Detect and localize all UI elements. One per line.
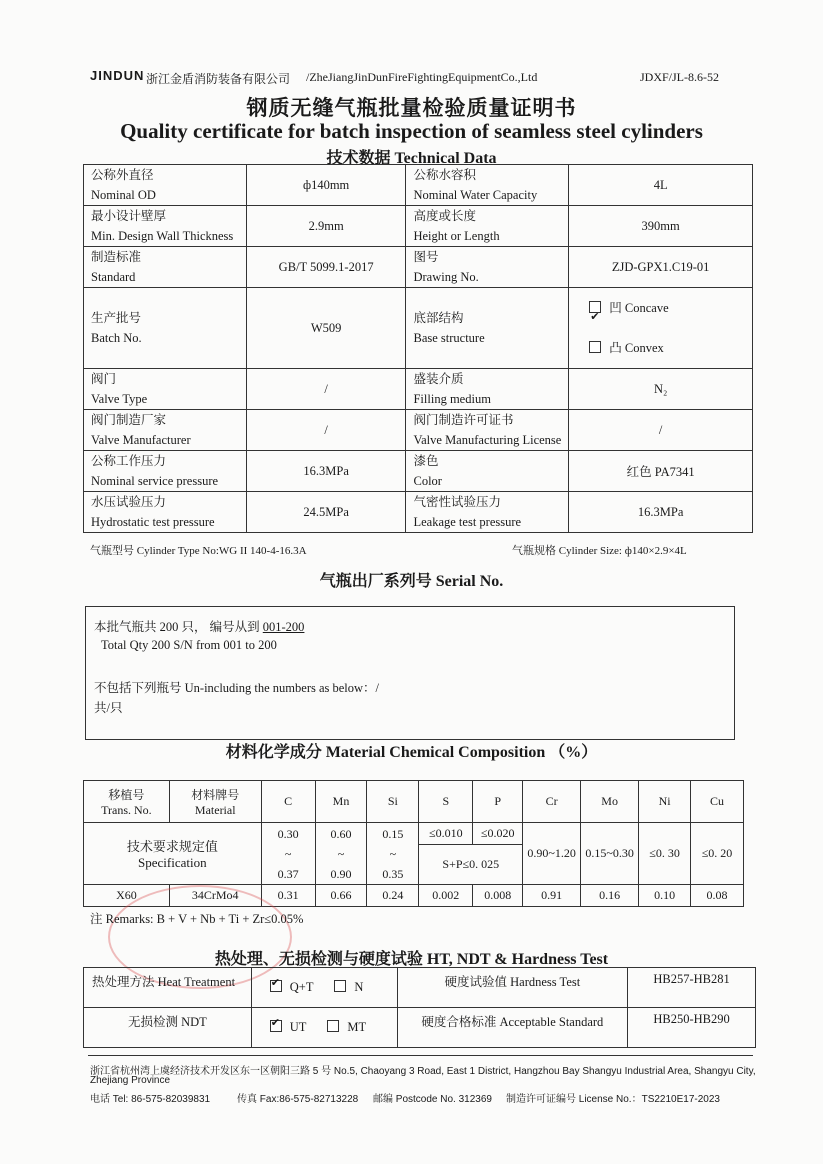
ht-title: 热处理、无损检测与硬度试验 HT, NDT & Hardness Test — [214, 951, 609, 968]
value-water-capacity: 4L — [569, 165, 753, 206]
serial-line-2: Total Qty 200 S/N from 001 to 200 — [101, 638, 277, 652]
checkbox-empty-icon[interactable] — [327, 1020, 339, 1032]
cell-cr: 0.91 — [523, 885, 581, 907]
label-drawing-no: 图号 Drawing No. — [406, 247, 569, 288]
ndt-label: 无损检测 NDT — [84, 1008, 252, 1048]
option-n[interactable]: N — [334, 980, 363, 994]
footer-postcode: 邮编 Postcode No. 312369 — [373, 1094, 492, 1105]
value-valve-manufacturer: / — [246, 410, 406, 451]
acceptable-standard-value: HB250-HB290 — [628, 1008, 756, 1048]
header-material: 材料牌号 Material — [169, 781, 261, 823]
company-name-en: /ZheJiangJinDunFireFightingEquipmentCo.,Ltd — [306, 70, 538, 84]
table-row — [84, 206, 753, 247]
checkbox-empty-icon[interactable] — [589, 341, 601, 353]
option-concave[interactable]: ✔凹 Concave — [589, 288, 752, 328]
value-hydrostatic-pressure: 24.5MPa — [246, 492, 406, 533]
table-row — [84, 968, 756, 1008]
heat-treatment-options — [251, 968, 397, 1008]
value-valve-license: / — [569, 410, 753, 451]
hardness-test-value: HB257-HB281 — [628, 968, 756, 1008]
label-valve-type: 阀门 Valve Type — [84, 369, 247, 410]
cylinder-type: 气瓶型号 Cylinder Type No:WG II 140-4-16.3A — [90, 545, 307, 557]
spec-ni: ≤0. 30 — [639, 823, 691, 885]
serial-box — [85, 606, 735, 740]
spec-cr: 0.90~1.20 — [523, 823, 581, 885]
label-height: 高度或长度 Height or Length — [406, 206, 569, 247]
spec-s: ≤0.010 — [419, 823, 473, 845]
hardness-test-label: 硬度试验值 Hardness Test — [397, 968, 628, 1008]
title-cn: 钢质无缝气瓶批量检验质量证明书 — [246, 96, 577, 120]
table-row — [84, 165, 753, 206]
table-row — [84, 247, 753, 288]
label-nominal-od: 公称外直径 Nominal OD — [84, 165, 247, 206]
header-mn: Mn — [315, 781, 367, 823]
cell-material: 34CrMo4 — [169, 885, 261, 907]
table-row — [84, 1008, 756, 1048]
cell-si: 0.24 — [367, 885, 419, 907]
label-water-capacity: 公称水容积 Nominal Water Capacity — [406, 165, 569, 206]
cell-mo: 0.16 — [581, 885, 639, 907]
label-standard: 制造标准 Standard — [84, 247, 247, 288]
table-row — [84, 410, 753, 451]
header-mo: Mo — [581, 781, 639, 823]
option-mt[interactable]: MT — [327, 1020, 366, 1034]
cell-cu: 0.08 — [691, 885, 744, 907]
remarks: 注 Remarks: B + V + Nb + Ti + Zr≤0.05% — [90, 912, 304, 926]
cell-mn: 0.66 — [315, 885, 367, 907]
checkbox-checked-icon[interactable] — [270, 980, 282, 992]
label-leakage-pressure: 气密性试验压力 Leakage test pressure — [406, 492, 569, 533]
cell-s: 0.002 — [419, 885, 473, 907]
company-name-cn: 浙江金盾消防装备有限公司 — [146, 72, 291, 86]
header-cr: Cr — [523, 781, 581, 823]
label-filling-medium: 盛装介质 Filling medium — [406, 369, 569, 410]
value-wall-thickness: 2.9mm — [246, 206, 406, 247]
company-logo: JINDUN — [90, 68, 145, 83]
spec-c: 0.30 ~ 0.37 — [261, 823, 315, 885]
spec-mo: 0.15~0.30 — [581, 823, 639, 885]
base-structure-options — [569, 288, 753, 369]
checkbox-empty-icon[interactable] — [334, 980, 346, 992]
checkbox-checked-icon[interactable] — [270, 1020, 282, 1032]
chem-title: 材料化学成分 Material Chemical Composition （%） — [225, 744, 598, 761]
tech-data-title: 技术数据 Technical Data — [326, 150, 497, 167]
table-row — [84, 451, 753, 492]
option-qt[interactable]: ✔ Q+T — [270, 980, 314, 994]
serial-title: 气瓶出厂系列号 Serial No. — [319, 573, 504, 590]
cell-ni: 0.10 — [639, 885, 691, 907]
label-wall-thickness: 最小设计壁厚 Min. Design Wall Thickness — [84, 206, 247, 247]
value-service-pressure: 16.3MPa — [246, 451, 406, 492]
table-row — [84, 288, 753, 369]
label-color: 漆色 Color — [406, 451, 569, 492]
header-si: Si — [367, 781, 419, 823]
option-ut[interactable]: ✔ UT — [270, 1020, 306, 1034]
tech-data-table — [83, 164, 753, 533]
spec-s-plus-p: S+P≤0. 025 — [419, 845, 523, 885]
value-leakage-pressure: 16.3MPa — [569, 492, 753, 533]
value-height: 390mm — [569, 206, 753, 247]
spec-cu: ≤0. 20 — [691, 823, 744, 885]
label-service-pressure: 公称工作压力 Nominal service pressure — [84, 451, 247, 492]
serial-line-1: 本批气瓶共 200 只， 编号从到 001-200 — [94, 620, 305, 634]
serial-line-3: 不包括下列瓶号 Un-including the numbers as below：/ — [94, 681, 380, 695]
header-p: P — [473, 781, 523, 823]
spec-p: ≤0.020 — [473, 823, 523, 845]
footer-fax: 传真 Fax:86-575-82713228 — [237, 1094, 359, 1105]
cylinder-size: 气瓶规格 Cylinder Size: ф140×2.9×4L — [512, 545, 687, 557]
header-s: S — [419, 781, 473, 823]
value-standard: GB/T 5099.1-2017 — [246, 247, 406, 288]
serial-line-4: 共/只 — [94, 701, 123, 715]
ht-table — [83, 967, 756, 1048]
label-valve-manufacturer: 阀门制造厂家 Valve Manufacturer — [84, 410, 247, 451]
label-valve-license: 阀门制造许可证书 Valve Manufacturing License — [406, 410, 569, 451]
cell-p: 0.008 — [473, 885, 523, 907]
title-en: Quality certificate for batch inspection of seamless steel cylinders — [120, 119, 703, 143]
footer-license: 制造许可证编号 License No.：TS2210E17-2023 — [506, 1094, 720, 1105]
label-hydrostatic-pressure: 水压试验压力 Hydrostatic test pressure — [84, 492, 247, 533]
value-drawing-no: ZJD-GPX1.C19-01 — [569, 247, 753, 288]
table-header-row — [84, 781, 744, 823]
footer-tel: 电话 Tel: 86-575-82039831 — [90, 1094, 211, 1105]
label-base-structure: 底部结构 Base structure — [406, 288, 569, 369]
spec-si: 0.15 ~ 0.35 — [367, 823, 419, 885]
label-batch-no: 生产批号 Batch No. — [84, 288, 247, 369]
header-trans-no: 移植号 Trans. No. — [84, 781, 170, 823]
value-nominal-od: ф140mm — [246, 165, 406, 206]
table-row — [84, 369, 753, 410]
acceptable-standard-label: 硬度合格标准 Acceptable Standard — [397, 1008, 628, 1048]
footer-divider — [88, 1055, 753, 1056]
cell-trans-no: X60 — [84, 885, 170, 907]
header-ni: Ni — [639, 781, 691, 823]
value-color: 红色 PA7341 — [569, 451, 753, 492]
spec-mn: 0.60 ~ 0.90 — [315, 823, 367, 885]
ndt-options — [251, 1008, 397, 1048]
doc-code: JDXF/JL-8.6-52 — [640, 70, 720, 84]
table-row — [84, 492, 753, 533]
value-valve-type: / — [246, 369, 406, 410]
checkbox-checked-icon[interactable] — [589, 301, 601, 313]
value-batch-no: W509 — [246, 288, 406, 369]
header-c: C — [261, 781, 315, 823]
value-filling-medium: N₂ — [569, 369, 753, 410]
header-cu: Cu — [691, 781, 744, 823]
footer-address-2: Zhejiang Province — [90, 1075, 171, 1086]
footer-address: 浙江省杭州湾上虞经济技术开发区东一区朝阳三路 5 号 No.5, Chaoyang 3 Road, East 1 District, Hangzhou Bay Shangyu Industrial Area, Shangyu City, — [90, 1066, 756, 1077]
heat-treatment-label: 热处理方法 Heat Treatment — [84, 968, 252, 1008]
cell-c: 0.31 — [261, 885, 315, 907]
spec-label: 技术要求规定值 Specification — [84, 823, 262, 885]
option-convex[interactable]: 凸 Convex — [589, 328, 752, 368]
table-row — [84, 823, 744, 845]
